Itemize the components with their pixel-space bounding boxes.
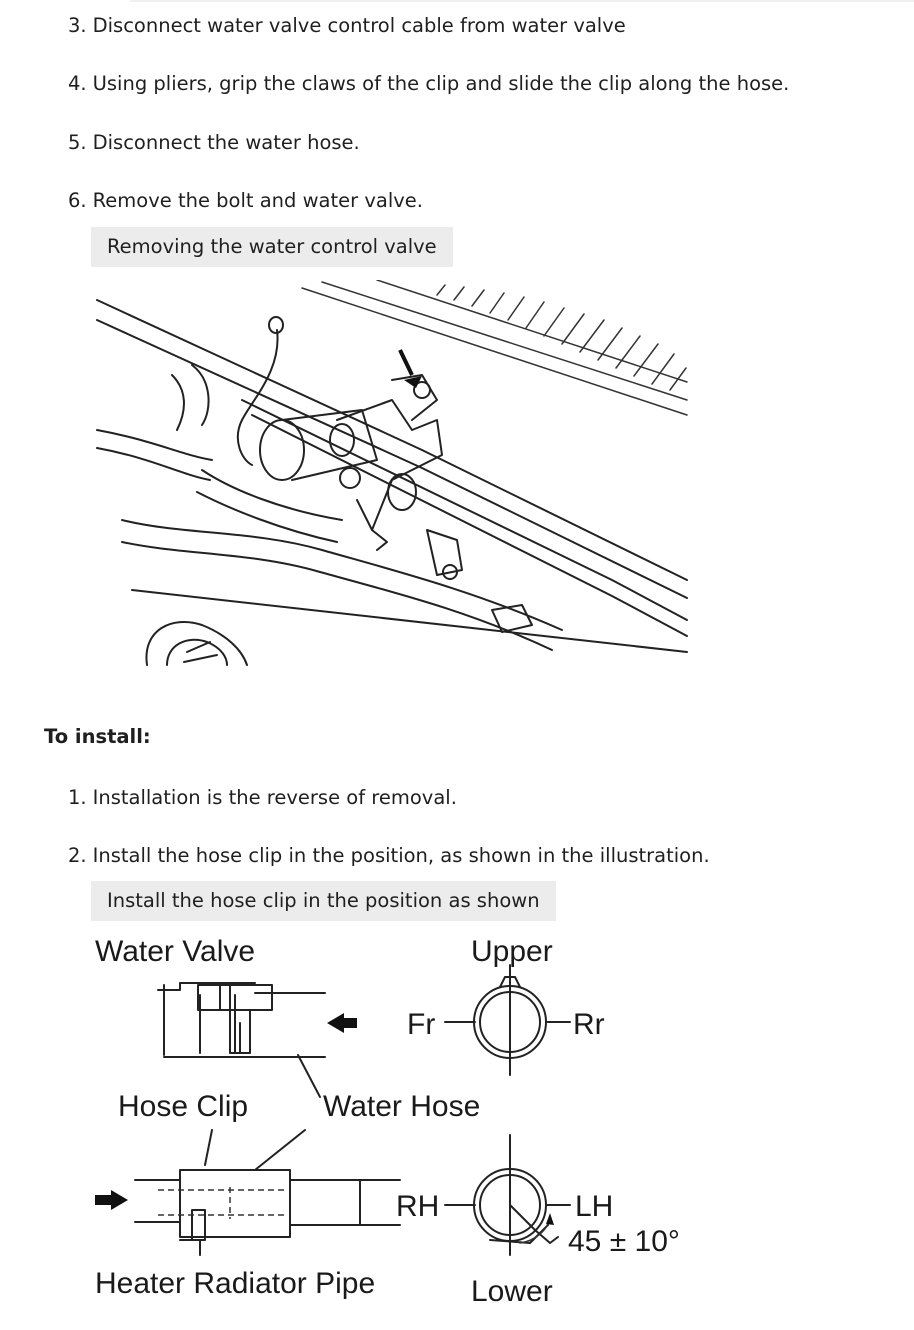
install-step-2 [68, 844, 710, 868]
upper-direction-arrow [327, 1013, 357, 1033]
step-text: Disconnect the water hose. [92, 131, 360, 154]
hose-clip-position-diagram [80, 925, 710, 1315]
label-lh: LH [575, 1190, 614, 1223]
step-number: 6. [68, 189, 87, 212]
figure2-caption: Install the hose clip in the position as shown [91, 881, 556, 921]
removal-step-3 [68, 14, 626, 38]
label-water-valve: Water Valve [95, 935, 256, 968]
upper-valve-drawing [158, 983, 325, 1057]
label-water-hose: Water Hose [323, 1090, 481, 1123]
install-heading: To install: [44, 725, 151, 748]
fan-hub [146, 622, 247, 665]
step-text: Remove the bolt and water valve. [92, 189, 423, 212]
lower-pipe-drawing [135, 1170, 400, 1255]
label-lower: Lower [471, 1275, 553, 1308]
removal-step-4 [68, 72, 789, 96]
step-number: 5. [68, 131, 87, 154]
figure1-caption: Removing the water control valve [91, 227, 453, 267]
lower-direction-arrow [95, 1190, 128, 1210]
label-upper: Upper [471, 935, 553, 968]
upper-clip-section [445, 965, 570, 1075]
step-text: Disconnect water valve control cable from water valve [92, 14, 626, 37]
label-fr: Fr [407, 1008, 436, 1041]
label-rr: Rr [573, 1008, 605, 1041]
step-text: Install the hose clip in the position, as shown in the illustration. [92, 844, 710, 867]
radiator-fins [302, 280, 687, 415]
water-valve-removal-illustration [92, 280, 692, 670]
removal-step-6 [68, 189, 423, 213]
label-angle: 45 ± 10° [568, 1225, 680, 1258]
step-number: 3. [68, 14, 87, 37]
label-hose-clip: Hose Clip [118, 1090, 249, 1123]
removal-step-5 [68, 131, 360, 155]
step-text: Installation is the reverse of removal. [92, 786, 457, 809]
bolt-arrow [400, 350, 422, 388]
hose-clip-dashed-outline [158, 1187, 285, 1219]
step-number: 4. [68, 72, 87, 95]
label-heater-radiator-pipe: Heater Radiator Pipe [95, 1267, 376, 1300]
lower-clip-section [445, 1135, 570, 1255]
step-text: Using pliers, grip the claws of the clip and slide the clip along the hose. [92, 72, 790, 95]
step-number: 1. [68, 786, 87, 809]
install-step-1 [68, 786, 457, 810]
top-divider [130, 0, 914, 2]
label-rh: RH [396, 1190, 440, 1223]
step-number: 2. [68, 844, 87, 867]
